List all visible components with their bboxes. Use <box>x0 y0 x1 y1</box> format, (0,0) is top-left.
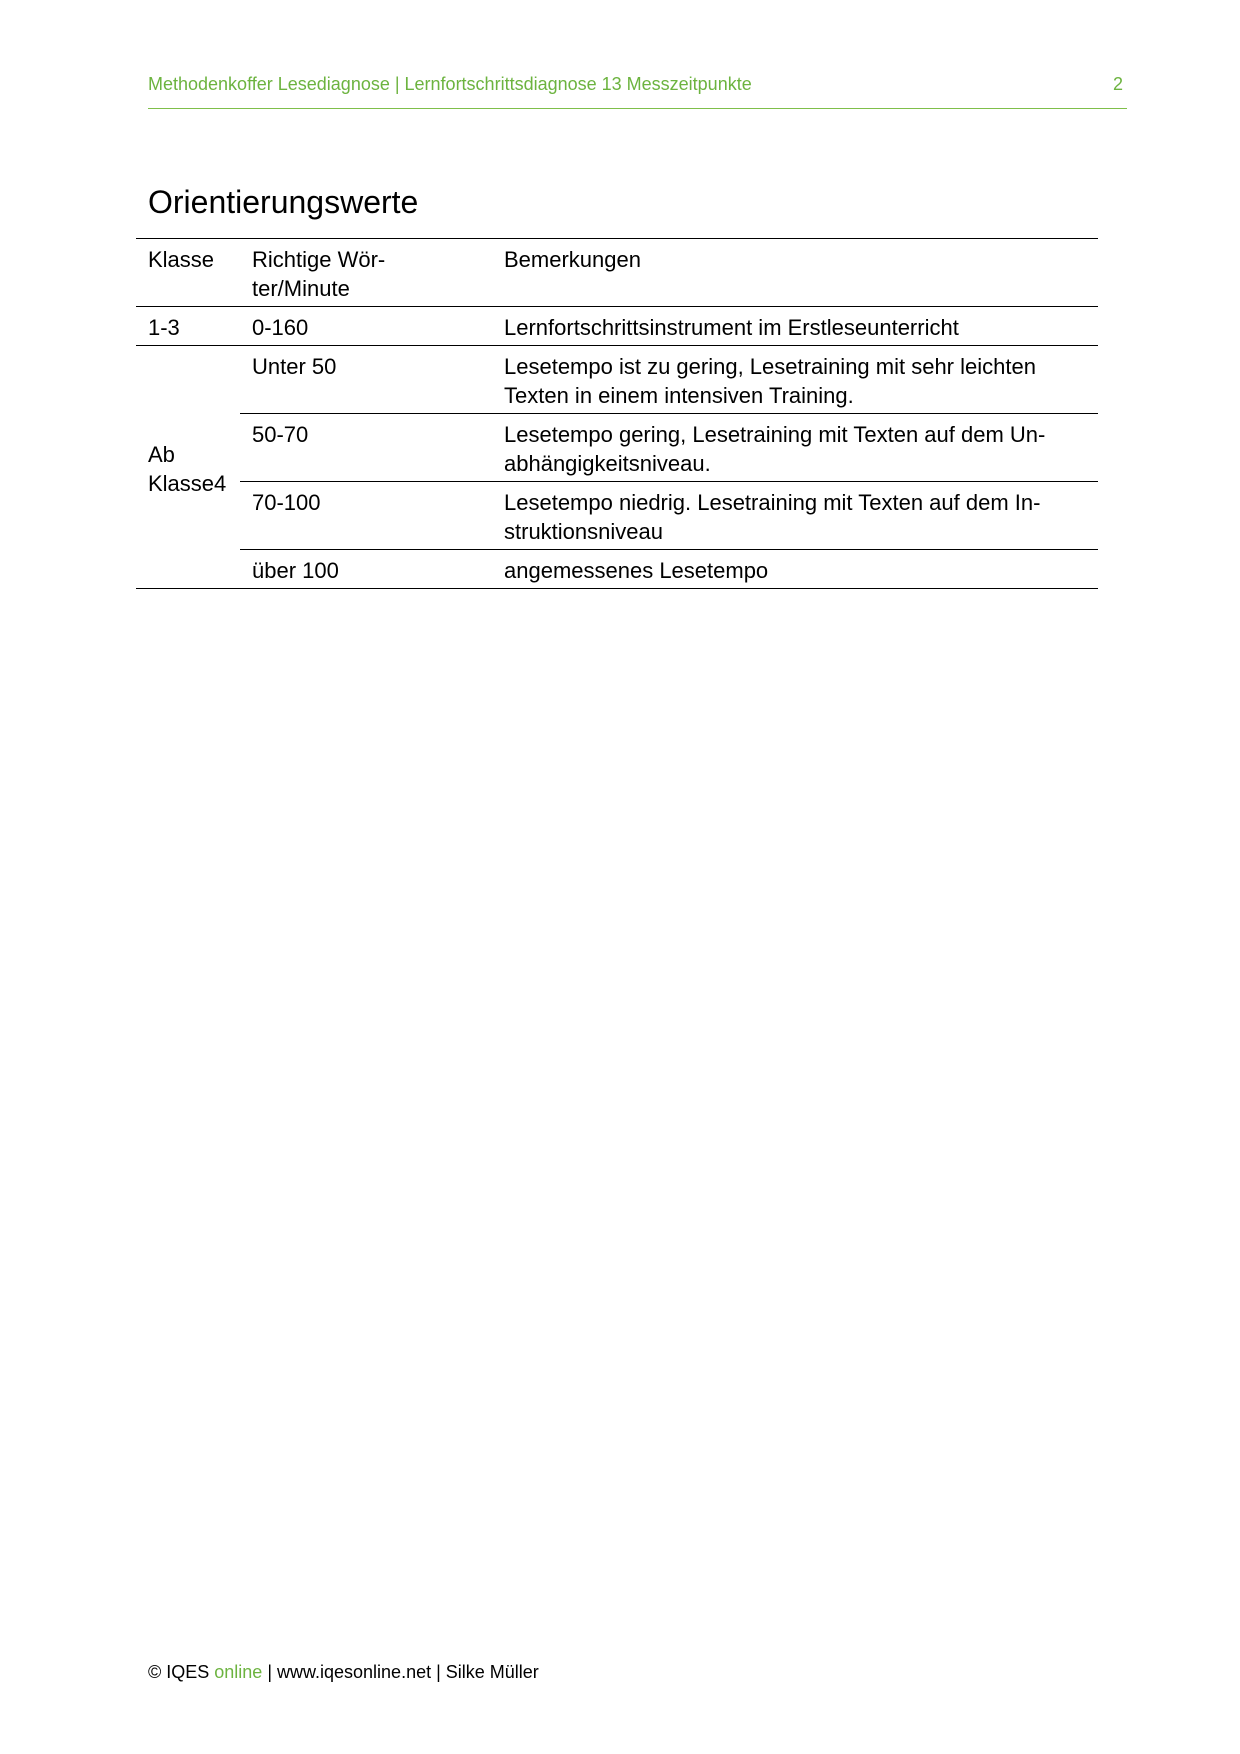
cell-bemerkung <box>492 346 1098 414</box>
bemerkung-line1: Lesetempo niedrig. Lesetraining mit Texten auf dem In- <box>504 490 1041 515</box>
table-row <box>136 346 1098 414</box>
table-row <box>136 414 1098 482</box>
header-woerter-line1: Richtige Wör- <box>252 247 386 272</box>
cell-bemerkung: angemessenes Lesetempo <box>492 550 1098 589</box>
header-woerter-line2: ter/Minute <box>252 276 350 301</box>
page-footer <box>148 1662 539 1683</box>
table-row <box>136 307 1098 346</box>
cell-woerter: 70-100 <box>240 482 492 550</box>
bemerkung-line1: Lesetempo ist zu gering, Lesetraining mit sehr leichten <box>504 354 1036 379</box>
page-number: 2 <box>1112 74 1123 94</box>
table-header-row <box>136 239 1098 307</box>
cell-woerter: Unter 50 <box>240 346 492 414</box>
bemerkung-line1: Lesetempo gering, Lesetraining mit Texten auf dem Un- <box>504 422 1046 447</box>
bemerkung-line2: Texten in einem intensiven Training. <box>504 383 854 408</box>
orientation-values-table <box>136 238 1098 589</box>
cell-bemerkung <box>492 414 1098 482</box>
cell-woerter: 0-160 <box>240 307 492 346</box>
cell-klasse-merged <box>136 346 240 589</box>
section-title: Orientierungswerte <box>148 184 419 220</box>
cell-bemerkung <box>492 482 1098 550</box>
bemerkung-line2: abhängigkeitsniveau. <box>504 451 711 476</box>
page-header <box>148 72 1127 109</box>
header-title: Methodenkoffer Lesediagnose | Lernfortschrittsdiagnose 13 Messzeitpunkte <box>148 74 752 94</box>
footer-online: online <box>214 1662 263 1682</box>
header-bemerkungen: Bemerkungen <box>492 239 1098 307</box>
bemerkung-line2: struktionsniveau <box>504 519 663 544</box>
cell-bemerkung: Lernfortschrittsinstrument im Erstleseunterricht <box>492 307 1098 346</box>
header-klasse: Klasse <box>136 239 240 307</box>
table-row <box>136 550 1098 589</box>
footer-rest: | www.iqesonline.net | Silke Müller <box>262 1662 539 1682</box>
klasse-line2: Klasse4 <box>148 470 227 496</box>
table-row <box>136 482 1098 550</box>
cell-woerter: über 100 <box>240 550 492 589</box>
cell-woerter: 50-70 <box>240 414 492 482</box>
cell-klasse: 1-3 <box>136 307 240 346</box>
klasse-line1: Ab <box>148 441 175 467</box>
header-woerter <box>240 239 492 307</box>
footer-prefix: © IQES <box>148 1662 215 1682</box>
